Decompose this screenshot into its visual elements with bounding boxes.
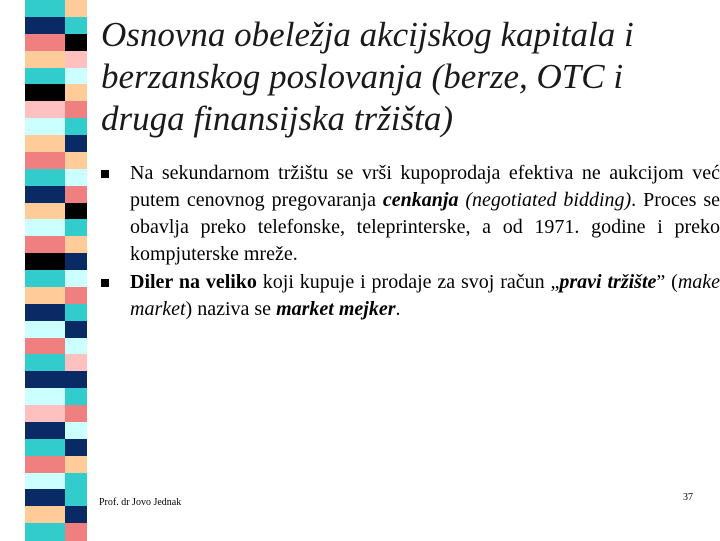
stripe-block	[65, 34, 87, 51]
stripe-block	[65, 371, 87, 388]
decorative-stripe	[0, 0, 80, 540]
footer-author: Prof. dr Jovo Jednak	[99, 497, 182, 508]
bullet-square-icon	[101, 170, 109, 178]
bullet-text-run: ) naziva se	[185, 298, 277, 320]
stripe-block	[65, 405, 87, 422]
stripe-block	[65, 422, 87, 439]
bullet-text	[130, 162, 720, 265]
stripe-block	[25, 34, 65, 51]
stripe-block	[65, 270, 87, 287]
stripe-block	[65, 84, 87, 101]
stripe-block	[25, 84, 65, 101]
stripe-block	[25, 17, 65, 34]
stripe-block	[25, 0, 65, 17]
stripe-block	[25, 169, 65, 186]
stripe-block	[65, 523, 87, 540]
slide-title: Osnovna obeležja akcijskog kapitala i berzanskog poslovanja (berze, OTC i druga finansijska tržišta)	[101, 15, 634, 138]
stripe-block	[25, 118, 65, 135]
bullet-text-run: market mejker	[276, 298, 396, 320]
stripe-block	[25, 270, 65, 287]
bullet-text-run: cenkanja	[382, 189, 459, 211]
stripe-block	[65, 489, 87, 506]
stripe-block	[25, 51, 65, 68]
bullet-text-run: koji kupuje i prodaje za svoj račun „	[256, 271, 560, 293]
stripe-block	[25, 135, 65, 152]
stripe-block	[65, 388, 87, 405]
bullet-text	[130, 271, 720, 320]
stripe-block	[25, 489, 65, 506]
stripe-block	[25, 456, 65, 473]
bullet-text-run: pravi tržište	[559, 271, 657, 293]
stripe-block	[65, 287, 87, 304]
stripe-block	[25, 304, 65, 321]
stripe-block	[65, 118, 87, 135]
stripe-block	[25, 405, 65, 422]
stripe-block	[65, 304, 87, 321]
stripe-block	[25, 473, 65, 490]
bullet-text-run: (negotiated bidding)	[465, 189, 632, 211]
stripe-block	[65, 135, 87, 152]
stripe-block	[25, 287, 65, 304]
bullet-text-run: . Proces se obavlja preko telefonske, teleprinterske, a od 1971. godine i preko kompjuterske mreže.	[130, 189, 720, 265]
bullet-list	[100, 160, 720, 323]
stripe-block	[65, 152, 87, 169]
stripe-block	[65, 439, 87, 456]
stripe-block	[25, 371, 65, 388]
bullet-square-icon	[101, 279, 109, 287]
bullet-text-run: ” (	[656, 271, 678, 293]
stripe-block	[25, 422, 65, 439]
stripe-block	[25, 203, 65, 220]
bullet-text-run: Na sekundarnom tržištu se vrši kupoprodaja efektiva ne aukcijom već putem cenovnog pregovaranja	[130, 162, 720, 211]
stripe-block	[65, 17, 87, 34]
bullet-text-run: Diler na veliko	[130, 271, 257, 293]
bullet-item	[100, 160, 720, 268]
stripe-block	[25, 152, 65, 169]
stripe-block	[65, 506, 87, 523]
stripe-block	[25, 68, 65, 85]
stripe-block	[25, 186, 65, 203]
stripe-block	[65, 354, 87, 371]
stripe-block	[65, 101, 87, 118]
stripe-block	[65, 68, 87, 85]
stripe-block	[65, 321, 87, 338]
stripe-block	[25, 354, 65, 371]
stripe-block	[65, 219, 87, 236]
bullet-text-run: make market	[130, 271, 720, 320]
stripe-block	[25, 321, 65, 338]
bullet-text-run: .	[395, 298, 401, 320]
stripe-block	[65, 203, 87, 220]
stripe-block	[65, 473, 87, 490]
stripe-block	[65, 456, 87, 473]
page-number: 37	[683, 492, 693, 503]
stripe-block	[65, 253, 87, 270]
stripe-block	[25, 439, 65, 456]
stripe-block	[65, 186, 87, 203]
stripe-block	[25, 338, 65, 355]
stripe-block	[25, 253, 65, 270]
stripe-block	[65, 51, 87, 68]
stripe-block	[25, 236, 65, 253]
stripe-block	[65, 169, 87, 186]
stripe-block	[65, 0, 87, 17]
stripe-block	[25, 101, 65, 118]
stripe-block	[65, 236, 87, 253]
stripe-block	[25, 388, 65, 405]
stripe-block	[25, 506, 65, 523]
stripe-block	[25, 219, 65, 236]
bullet-item	[100, 269, 720, 323]
stripe-block	[25, 523, 65, 540]
stripe-block	[65, 338, 87, 355]
